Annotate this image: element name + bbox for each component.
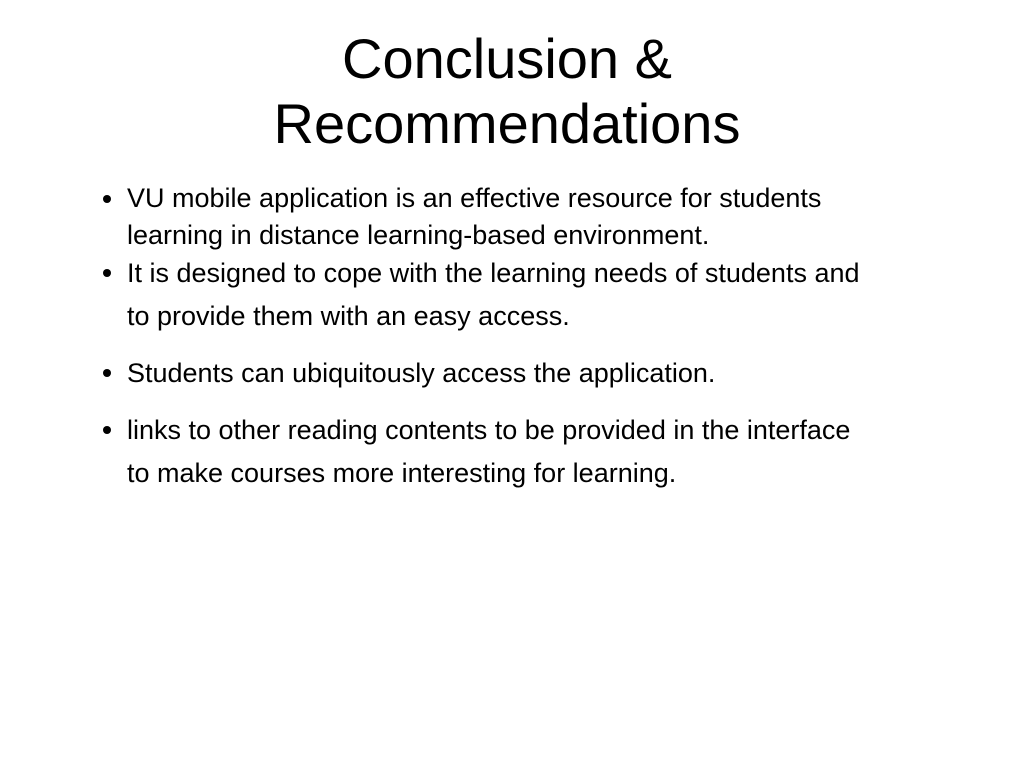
bullet-dot-icon [103,195,111,203]
slide-title-line-1: Conclusion & [342,27,672,90]
bullet-dot-icon [103,426,111,434]
bullet-item [100,352,880,395]
bullet-text: links to other reading contents to be provided in the interface to make courses more interesting for learning. [127,415,851,488]
bullet-text: Students can ubiquitously access the application. [127,358,716,388]
bullet-item [100,409,880,495]
bullet-item [100,180,880,254]
slide-title [0,26,1014,156]
bullet-dot-icon [103,269,111,277]
bullet-item [100,252,880,338]
bullet-dot-icon [103,369,111,377]
bullet-list [100,180,880,495]
bullet-text: VU mobile application is an effective resource for students learning in distance learning-based environment. [127,183,822,250]
slide-title-line-2: Recommendations [273,92,741,155]
bullet-text: It is designed to cope with the learning needs of students and to provide them with an easy access. [127,258,860,331]
